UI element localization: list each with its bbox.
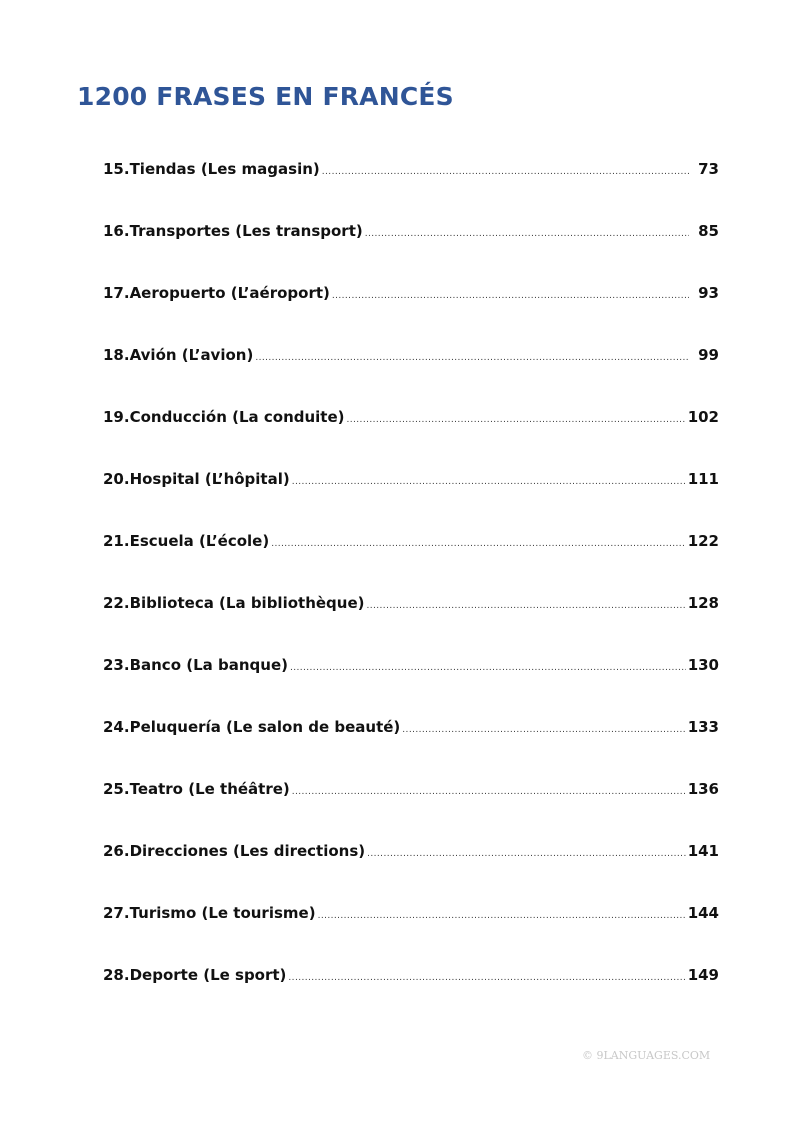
dot-leader: [322, 167, 689, 177]
toc-entry[interactable]: [103, 160, 719, 222]
entry-label: Banco (La banque): [129, 656, 288, 674]
entry-number: 27.: [103, 904, 130, 922]
entry-number: 20.: [103, 470, 130, 488]
entry-page: 141: [687, 842, 719, 860]
entry-number: 22.: [103, 594, 130, 612]
entry-page: 133: [687, 718, 719, 736]
entry-label: Aeropuerto (L’aéroport): [129, 284, 330, 302]
entry-label: Turismo (Le tourisme): [129, 904, 316, 922]
copyright-footer: © 9LANGUAGES.COM: [582, 1049, 711, 1062]
entry-page: 73: [698, 160, 719, 178]
entry-number: 15.: [103, 160, 130, 178]
entry-page: 144: [687, 904, 719, 922]
toc-entry[interactable]: [103, 594, 719, 656]
toc-entry[interactable]: [103, 470, 719, 532]
entry-number: 21.: [103, 532, 130, 550]
table-of-contents: [103, 160, 719, 1028]
toc-entry[interactable]: [103, 966, 719, 1028]
entry-page: 93: [698, 284, 719, 302]
dot-leader: [271, 539, 686, 549]
toc-entry[interactable]: [103, 408, 719, 470]
entry-page: 136: [687, 780, 719, 798]
entry-page: 102: [687, 408, 719, 426]
toc-entry[interactable]: [103, 656, 719, 718]
entry-number: 26.: [103, 842, 130, 860]
page-title: 1200 FRASES EN FRANCÉS: [77, 82, 454, 111]
entry-label: Peluquería (Le salon de beauté): [129, 718, 401, 736]
dot-leader: [402, 725, 685, 735]
entry-page: 99: [698, 346, 719, 364]
entry-number: 18.: [103, 346, 130, 364]
entry-number: 25.: [103, 780, 130, 798]
toc-entry[interactable]: [103, 222, 719, 284]
entry-page: 85: [698, 222, 719, 240]
entry-label: Conducción (La conduite): [129, 408, 345, 426]
toc-entry[interactable]: [103, 842, 719, 904]
dot-leader: [367, 849, 686, 859]
entry-label: Hospital (L’hôpital): [129, 470, 290, 488]
entry-label: Direcciones (Les directions): [129, 842, 366, 860]
entry-page: 122: [687, 532, 719, 550]
entry-number: 23.: [103, 656, 130, 674]
entry-page: 128: [687, 594, 719, 612]
toc-entry[interactable]: [103, 780, 719, 842]
dot-leader: [292, 477, 686, 487]
entry-label: Deporte (Le sport): [129, 966, 287, 984]
dot-leader: [347, 415, 686, 425]
entry-label: Biblioteca (La bibliothèque): [129, 594, 365, 612]
entry-label: Avión (L’avion): [129, 346, 254, 364]
entry-label: Teatro (Le théâtre): [129, 780, 290, 798]
dot-leader: [318, 911, 686, 921]
toc-entry[interactable]: [103, 346, 719, 408]
entry-label: Escuela (L’école): [129, 532, 270, 550]
dot-leader: [332, 291, 689, 301]
entry-number: 19.: [103, 408, 130, 426]
toc-entry[interactable]: [103, 904, 719, 966]
dot-leader: [288, 973, 685, 983]
entry-label: Transportes (Les transport): [129, 222, 363, 240]
entry-number: 16.: [103, 222, 130, 240]
entry-page: 130: [687, 656, 719, 674]
dot-leader: [255, 353, 689, 363]
dot-leader: [290, 663, 686, 673]
entry-number: 17.: [103, 284, 130, 302]
dot-leader: [367, 601, 686, 611]
toc-entry[interactable]: [103, 718, 719, 780]
entry-number: 28.: [103, 966, 130, 984]
entry-page: 111: [687, 470, 719, 488]
entry-label: Tiendas (Les magasin): [129, 160, 320, 178]
entry-page: 149: [687, 966, 719, 984]
dot-leader: [292, 787, 686, 797]
toc-entry[interactable]: [103, 532, 719, 594]
dot-leader: [365, 229, 689, 239]
entry-number: 24.: [103, 718, 130, 736]
toc-entry[interactable]: [103, 284, 719, 346]
